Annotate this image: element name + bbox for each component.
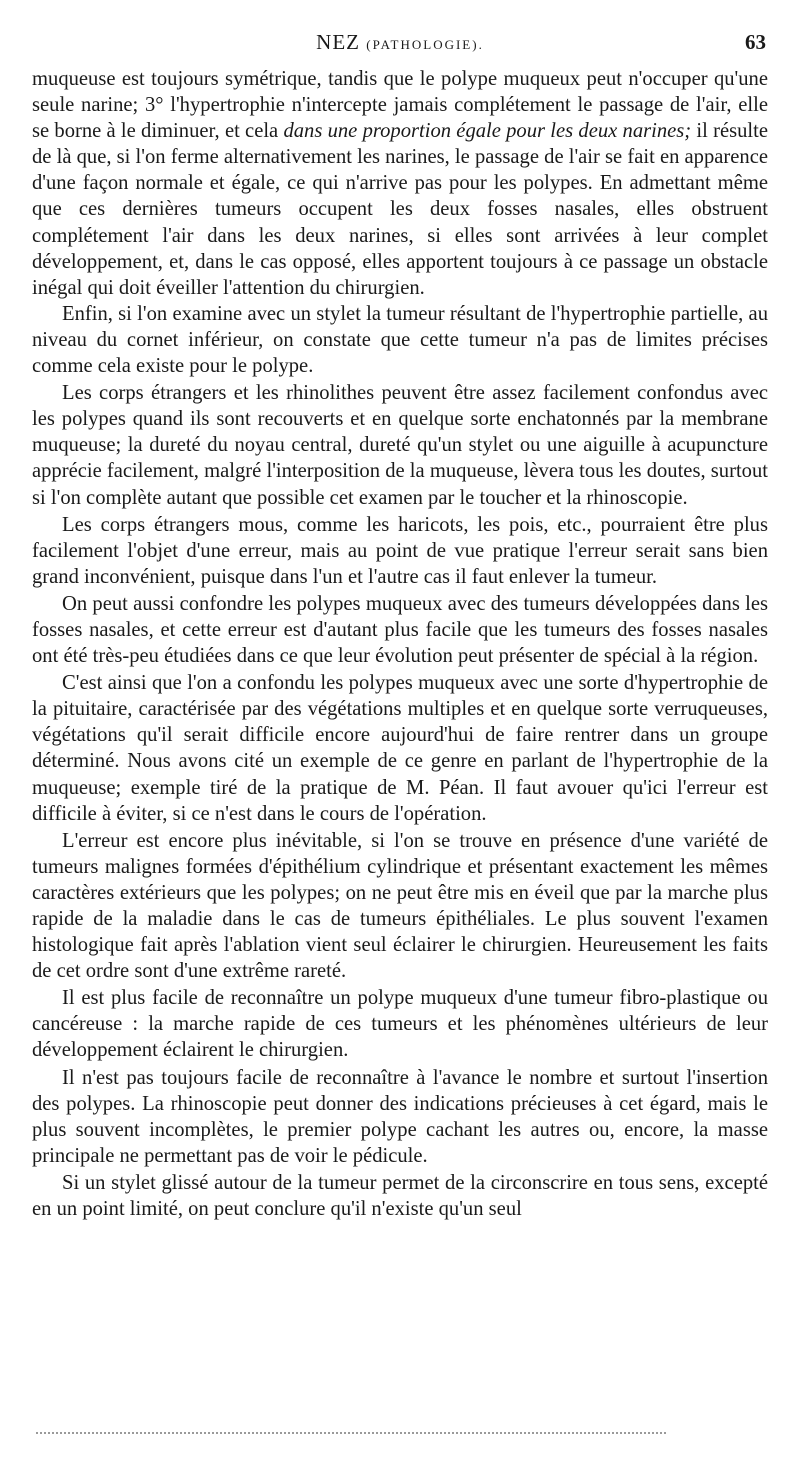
- paragraph-2: Enfin, si l'on examine avec un stylet la tumeur résultant de l'hypertrophie partielle, au niveau du cornet inférieur, on constate que cette tumeur n'a pas de limites précises comme cela existe pour le polype.: [32, 302, 768, 378]
- paragraph-1-emphasis: dans une proportion égale pour les deux narines;: [283, 120, 692, 143]
- body-text: [32, 66, 768, 1222]
- running-title: [32, 30, 768, 55]
- book-page: [32, 30, 768, 1222]
- running-head: [32, 30, 768, 60]
- paragraph-7: L'erreur est encore plus inévitable, si l'on se trouve en présence d'une variété de tumeurs malignes formées d'épithélium cylindrique et présentant exactement les mêmes caractères extérieurs que les polypes; on ne peut être mis en éveil que par la marche plus rapide de la maladie dans le cas de tumeurs épithéliales. Le plus souvent l'examen histologique fait après l'ablation vient seul éclairer le chirurgien. Heureusement les faits de cet ordre sont d'une extrême rareté.: [32, 829, 768, 983]
- footer-dotted-rule: [36, 1432, 666, 1434]
- paragraph-10: Si un stylet glissé autour de la tumeur permet de la circonscrire en tous sens, excepté en un point limité, on peut conclure qu'il n'existe qu'un seul: [32, 1171, 768, 1221]
- paragraph-1-part-a: muqueuse est toujours symétrique, tandis que le polype muqueux peut n'occuper qu'une seule narine; 3° l'hypertrophie n'intercepte jamais complétement le passage de l'air, elle se borne à le diminuer, et cela: [32, 68, 768, 143]
- paragraph-5: On peut aussi confondre les polypes muqueux avec des tumeurs développées dans les fosses nasales, et cette erreur est d'autant plus facile que les tumeurs des fosses nasales ont été très-peu étudiées dans ce que leur évolution peut présenter de spécial à la région.: [32, 592, 768, 668]
- paragraph-3: Les corps étrangers et les rhinolithes peuvent être assez facilement confondus avec les polypes quand ils sont recouverts et en quelque sorte enchatonnés par la membrane muqueuse; la dureté du noyau central, dureté qu'un stylet ou une aiguille à acupuncture apprécie facilement, malgré l'interposition de la muqueuse, lèvera tous les doutes, surtout si l'on complète autant que possible cet examen par le toucher et la rhinoscopie.: [32, 382, 768, 509]
- paragraph-6: C'est ainsi que l'on a confondu les polypes muqueux avec une sorte d'hypertrophie de la pituitaire, caractérisée par des végétations multiples et en quelque sorte verruqueuses, végétations qu'il serait difficile encore aujourd'hui de faire rentrer dans un groupe déterminé. Nous avons cité un exemple de ce genre en parlant de l'hypertrophie de la muqueuse; exemple tiré de la pratique de M. Péan. Il faut avouer qu'ici l'erreur est difficile à éviter, si ce n'est dans le cours de l'opération.: [32, 672, 768, 825]
- running-title-main: NEZ: [316, 30, 360, 54]
- paragraph-8: Il est plus facile de reconnaître un polype muqueux d'une tumeur fibro-plastique ou cancéreuse : la marche rapide de ces tumeurs et les phénomènes ultérieurs de leur développement éclairent le chirurgien.: [32, 987, 768, 1062]
- page-number: 63: [745, 30, 766, 54]
- paragraph-1-part-b: il résulte de là que, si l'on ferme alternativement les narines, le passage de l'air se fait en apparence d'une façon normale et égale, ce qui n'arrive pas pour les polypes. En admettant même que ces dernières tumeurs occupent les deux fosses nasales, elles obstruent complétement l'air dans les deux narines, si elles sont arrivées à leur complet développement, et, dans le cas opposé, elles apportent toujours à ce passage un obstacle inégal qui doit éveiller l'attention du chirurgien.: [32, 120, 768, 299]
- running-title-sub: (PATHOLOGIE).: [366, 37, 484, 52]
- paragraph-4: Les corps étrangers mous, comme les haricots, les pois, etc., pourraient être plus facilement l'objet d'une erreur, mais au point de vue pratique l'erreur serait sans bien grand inconvénient, puisque dans l'un et l'autre cas il faut enlever la tumeur.: [32, 513, 768, 588]
- paragraph-9: Il n'est pas toujours facile de reconnaître à l'avance le nombre et surtout l'insertion des polypes. La rhinoscopie peut donner des indications précieuses à cet égard, mais le plus souvent incomplètes, le premier polype cachant les autres ou, encore, la masse principale ne permettant pas de voir le pédicule.: [32, 1066, 768, 1167]
- paragraph-1: [32, 66, 768, 301]
